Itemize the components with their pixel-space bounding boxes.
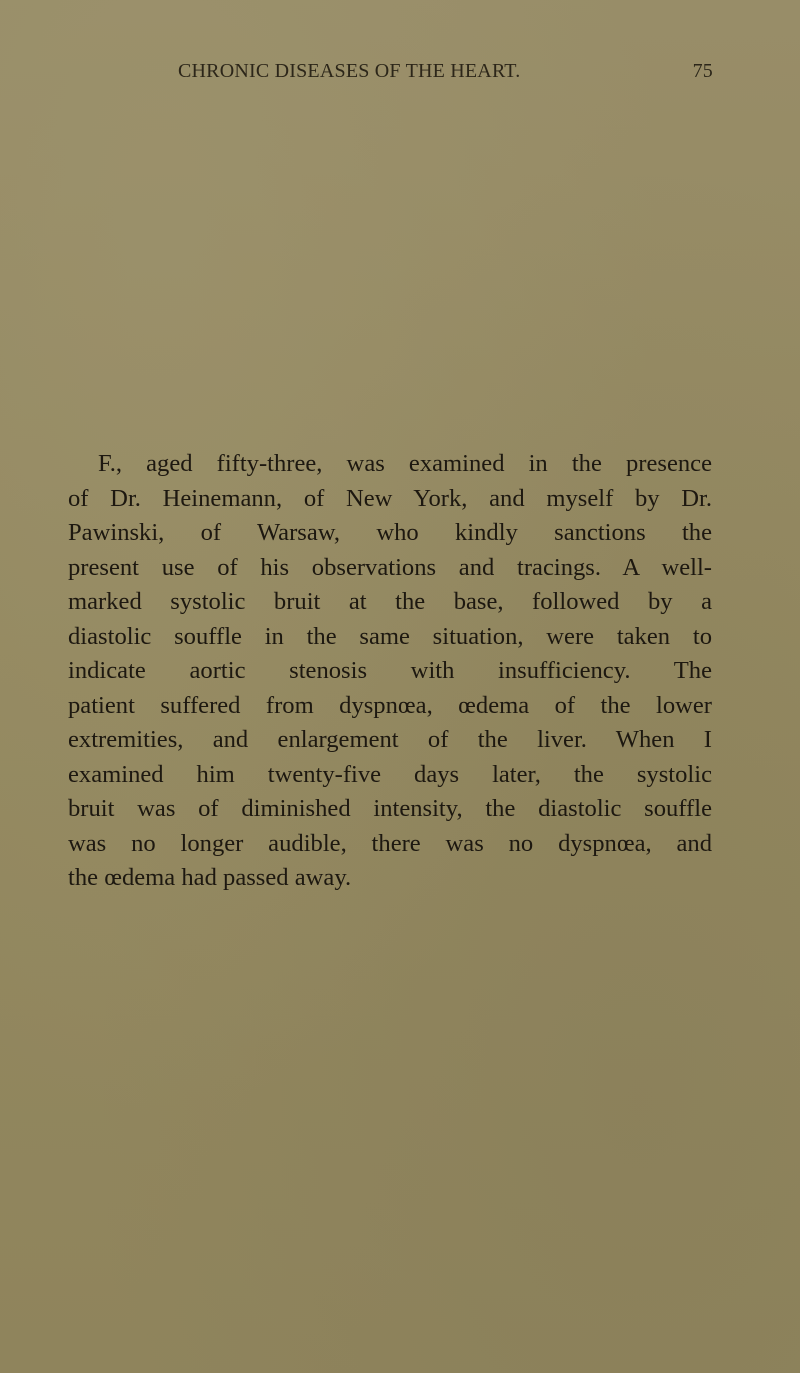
running-title: CHRONIC DISEASES OF THE HEART. [178, 60, 521, 82]
running-head [178, 60, 713, 90]
text-line: of Dr. Heinemann, of New York, and myself by Dr. [68, 484, 712, 512]
text-line: F., aged fifty-three, was examined in the presence [98, 450, 712, 477]
text-line: indicate aortic stenosis with insufficiency. The [68, 657, 712, 684]
page-number: 75 [692, 60, 713, 82]
text-line: the œdema had passed away. [68, 864, 352, 891]
text-line: diastolic souffle in the same situation, were taken to [68, 622, 712, 650]
text-line: examined him twenty-five days later, the systolic [68, 760, 712, 788]
body-paragraph [68, 447, 712, 896]
text-line: present use of his observations and tracings. A well- [68, 553, 712, 581]
text-line: patient suffered from dyspnœa, œdema of the lower [68, 691, 712, 719]
text-line: extremities, and enlargement of the liver. When I [68, 726, 712, 753]
text-line: marked systolic bruit at the base, followed by a [68, 588, 712, 615]
text-line: was no longer audible, there was no dyspnœa, and [68, 829, 712, 857]
text-line: Pawinski, of Warsaw, who kindly sanctions the [68, 519, 712, 546]
text-line: bruit was of diminished intensity, the diastolic souffle [68, 795, 712, 822]
